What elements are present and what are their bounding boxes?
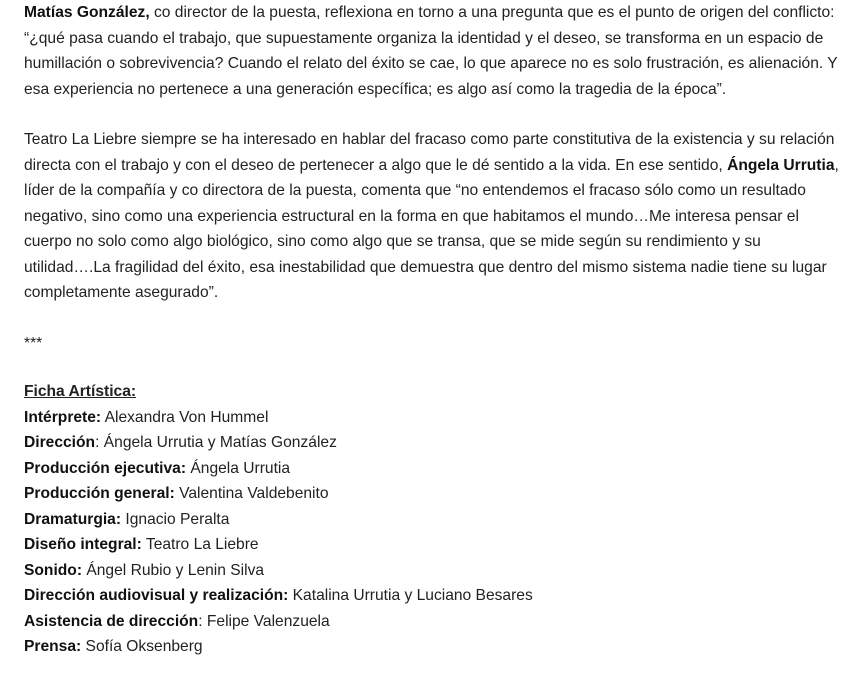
credit-value: Valentina Valdebenito: [174, 485, 329, 502]
credit-value: : Ángela Urrutia y Matías González: [95, 434, 337, 451]
credit-prensa: [24, 634, 845, 660]
credit-value: Alexandra Von Hummel: [101, 408, 269, 426]
credit-value: Sofía Oksenberg: [81, 638, 203, 655]
credit-value: Ignacio Peralta: [121, 510, 230, 528]
credit-value: : Felipe Valenzuela: [198, 612, 330, 630]
credit-role: Producción ejecutiva:: [24, 459, 187, 477]
credit-diseno-integral: [24, 532, 845, 558]
name-angela-urrutia: Ángela Urrutia: [727, 156, 835, 174]
credit-role: Diseño integral:: [24, 536, 142, 553]
paragraph-text: co director de la puesta, reflexiona en torno a una pregunta que es el punto de origen del conflicto: “¿qué pasa cuando el trabajo, que supuestamente organiza la identidad y el deseo, se transforma en un espacio de humillación o sobrevivencia? Cuando el relato del éxito se cae, lo que aparece no es solo frustración, es alienación. Y esa experiencia no pertenece a una generación específica; es algo así como la tragedia de la época”.: [24, 4, 838, 98]
ficha-artistica-title: Ficha Artística:: [24, 383, 137, 400]
credit-role: Producción general:: [24, 485, 175, 502]
section-separator: ***: [24, 334, 43, 352]
credit-interprete: [24, 405, 845, 431]
credit-direccion-audiovisual: [24, 583, 845, 609]
credits-list: [24, 405, 845, 660]
credit-produccion-ejecutiva: [24, 456, 845, 482]
credit-role: Dramaturgia:: [24, 510, 122, 528]
paragraph-text: , líder de la compañía y co directora de la puesta, comenta que “no entendemos el fracaso sólo como un resultado negativo, sino como una experiencia estructural en la forma en que habitamos el mundo…Me interesa pensar el cuerpo no solo como algo biológico, sino como algo que se transa, que se mide según su rendimiento y su utilidad….La fragilidad del éxito, esa inestabilidad que demuestra que dentro del mismo sistema nadie tiene su lugar completamente asegurado”.: [24, 156, 839, 301]
credit-asistencia-direccion: [24, 609, 845, 635]
paragraph-text: Teatro La Liebre siempre se ha interesado en hablar del fracaso como parte constitutiva de la existencia y su relación directa con el trabajo y con el deseo de pertenecer a algo que le dé sentido a la vida. En ese sentido,: [24, 131, 835, 174]
paragraph-teatro-la-liebre: [24, 127, 845, 306]
credit-sonido: [24, 558, 845, 584]
credit-produccion-general: [24, 481, 845, 507]
credit-role: Asistencia de dirección: [24, 612, 199, 630]
credit-value: Ángela Urrutia: [186, 459, 291, 477]
credit-value: Teatro La Liebre: [141, 536, 259, 553]
credit-value: Katalina Urrutia y Luciano Besares: [288, 587, 533, 604]
credit-role: Prensa:: [24, 638, 82, 655]
paragraph-gonzalez: [24, 0, 845, 102]
name-matias-gonzalez: Matías González,: [24, 4, 150, 21]
credit-direccion: [24, 430, 845, 456]
credit-role: Dirección: [24, 434, 96, 451]
credit-role: Sonido:: [24, 561, 83, 579]
credit-role: Intérprete:: [24, 408, 102, 426]
credit-role: Dirección audiovisual y realización:: [24, 587, 289, 604]
credit-value: Ángel Rubio y Lenin Silva: [82, 561, 265, 579]
credit-dramaturgia: [24, 507, 845, 533]
